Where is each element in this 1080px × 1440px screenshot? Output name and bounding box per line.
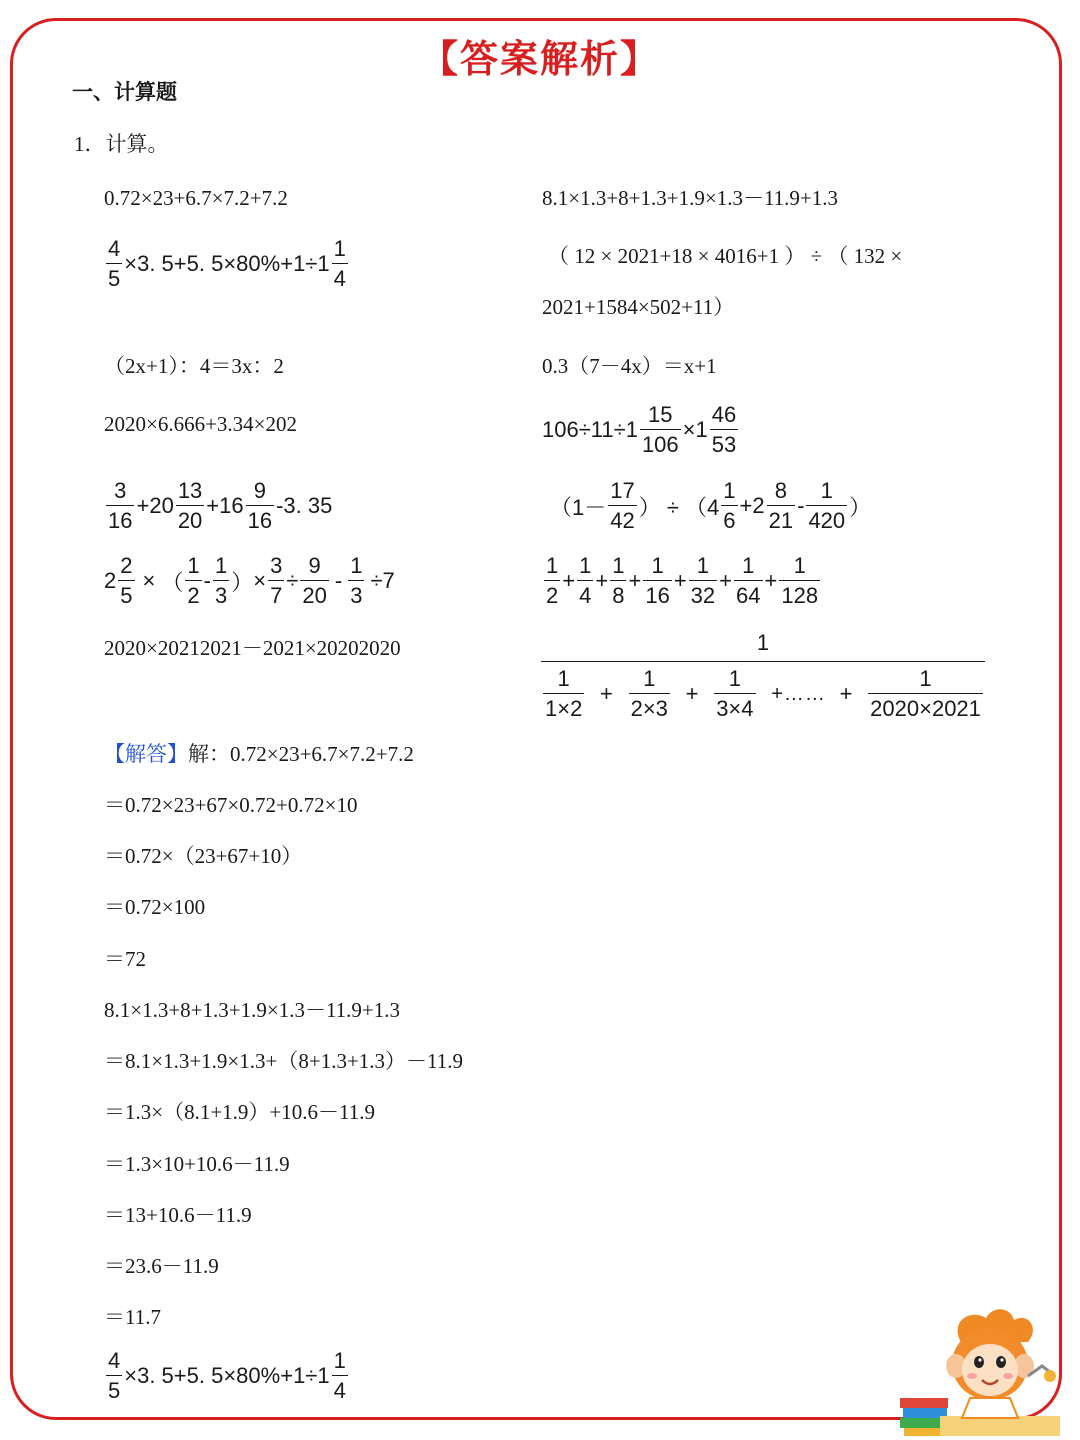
problem-l2: $\frac{4}{5}$ ×3. 5+5. 5×80%+1÷1 $\frac{1}{4}$	[108, 236, 346, 291]
answer-step: ＝23.6－11.9	[104, 1254, 219, 1278]
problem-r2-line2: 2021+1584×502+11）	[542, 295, 735, 319]
problem-l7: 2020×20212021－2021×20202020	[104, 636, 401, 660]
fraction: $\frac{1}{8}$	[612, 553, 625, 608]
fraction: $\frac{1}{3}$	[350, 553, 363, 608]
fraction: $\frac{46}{53}$	[711, 402, 737, 457]
fraction: $\frac{1}{16}$	[645, 553, 670, 608]
question-label: 1．计算。	[74, 132, 169, 156]
fraction: $\frac{4}{5}$	[108, 1348, 121, 1403]
fraction: $\frac{2}{5}$	[120, 553, 133, 608]
fraction: $\frac{1}{64}$	[736, 553, 761, 608]
fraction: $\frac{1}{6}$	[723, 478, 736, 533]
answer-step: ＝13+10.6－11.9	[104, 1203, 252, 1227]
problem-r4: 106÷11÷1 $\frac{15}{106}$ ×1 $\frac{46}{53}$	[542, 402, 737, 457]
fraction: $\frac{15}{106}$	[641, 402, 679, 457]
answer-step: ＝72	[104, 947, 146, 971]
fraction: $\frac{13}{20}$	[177, 478, 203, 533]
answer-step: ＝0.72×（23+67+10）	[104, 844, 303, 868]
answer-expr-2: 8.1×1.3+8+1.3+1.9×1.3－11.9+1.3	[104, 998, 401, 1022]
fraction: $\frac{1}{3}$	[214, 553, 228, 608]
page-title: 【答案解析】	[419, 37, 660, 81]
problem-r1: 8.1×1.3+8+1.3+1.9×1.3－11.9+1.3	[542, 186, 839, 210]
answer-step: ＝1.3×10+10.6－11.9	[104, 1152, 290, 1176]
answer-step: ＝8.1×1.3+1.9×1.3+（8+1.3+1.3）－11.9	[104, 1049, 464, 1073]
problem-r7: 1 $\frac{1}{1\times 2}$ + $\frac{1}{2\times 3}$ + $\frac{1}{3\times 4}$ +…… + $\frac{1}{2020\times 2021}$	[541, 630, 985, 720]
fraction: $\frac{1}{2020\times 2021}$	[870, 666, 981, 721]
fraction: $\frac{9}{20}$	[302, 553, 327, 608]
fraction: $\frac{17}{42}$	[610, 478, 635, 533]
answer-lead: 【解答】解：0.72×23+6.7×7.2+7.2	[104, 742, 414, 766]
problem-l6: 2 $\frac{2}{5}$ × （ $\frac{1}{2}$ - $\frac{1}{3}$ ） × $\frac{3}{7}$ ÷ $\frac{9}{20}$ - $\frac{1}{3}$ ÷7	[104, 553, 395, 608]
problem-r3: 0.3（7－4x）＝x+1	[542, 354, 717, 378]
answer-tag: 【解答】	[104, 742, 188, 766]
fraction: $\frac{1}{2}$	[546, 553, 559, 608]
fraction: $\frac{1}{1\times 2}$	[545, 666, 583, 721]
problem-r2-line1: （ 12 × 2021+18 × 4016+1 ） ÷ （ 132 ×	[548, 244, 903, 268]
answer-expr-3: $\frac{4}{5}$ ×3. 5+5. 5×80%+1÷1 $\frac{1}{4}$	[108, 1348, 346, 1403]
fraction: $\frac{1}{128}$	[781, 553, 819, 608]
answer-step: ＝1.3×（8.1+1.9）+10.6－11.9	[104, 1100, 376, 1124]
fraction: $\frac{1}{2}$	[187, 553, 200, 608]
problem-l3: （2x+1）：4＝3x：2	[104, 354, 284, 378]
fraction: $\frac{1}{2\times 3}$	[630, 666, 668, 721]
fraction: $\frac{1}{4}$	[333, 236, 346, 291]
fraction: $\frac{4}{5}$	[108, 236, 121, 291]
answer-step: ＝11.7	[104, 1305, 161, 1329]
fraction: $\frac{1}{4}$	[333, 1348, 346, 1403]
problem-r5: （1－ $\frac{17}{42}$ ） ÷ （4 $\frac{1}{6}$ +2 $\frac{8}{21}$ - $\frac{1}{420}$ ）	[550, 478, 872, 533]
fraction: $\frac{9}{16}$	[247, 478, 273, 533]
answer-step: ＝0.72×100	[104, 895, 206, 919]
fraction: $\frac{1}{4}$	[579, 553, 592, 608]
problem-l5: $\frac{3}{16}$ +20 $\frac{13}{20}$ +16 $\frac{9}{16}$ -3. 35	[108, 478, 333, 533]
fraction: $\frac{1}{420}$	[808, 478, 846, 533]
answer-step: ＝0.72×23+67×0.72+0.72×10	[104, 793, 358, 817]
fraction: $\frac{3}{7}$	[270, 553, 283, 608]
fraction: $\frac{3}{16}$	[108, 478, 133, 533]
fraction: $\frac{1}{3\times 4}$	[716, 666, 754, 721]
problem-l1: 0.72×23+6.7×7.2+7.2	[104, 186, 288, 210]
monkey-mascot-icon	[900, 1306, 1060, 1436]
fraction: $\frac{8}{21}$	[768, 478, 794, 533]
problem-l4: 2020×6.666+3.34×202	[104, 412, 298, 436]
problem-r6: $\frac{1}{2}$ + $\frac{1}{4}$ + $\frac{1}{8}$ + $\frac{1}{16}$ + $\frac{1}{32}$ + $\frac{1}{64}$ + $\frac{1}{128}$	[546, 553, 819, 608]
big-fraction-numerator: 1	[756, 630, 770, 655]
section-heading: 一、计算题	[72, 80, 177, 104]
fraction: $\frac{1}{32}$	[690, 553, 716, 608]
